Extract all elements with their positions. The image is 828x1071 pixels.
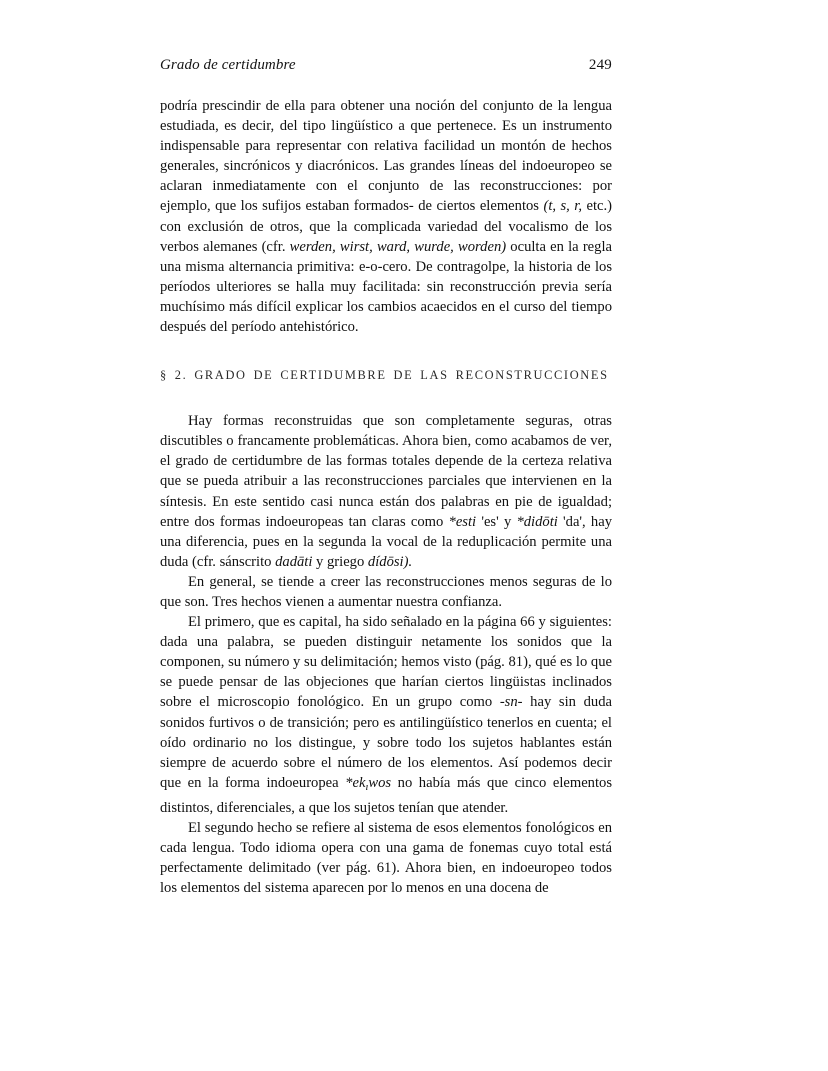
paragraph-text: hay sin duda sonidos furtivos o de transición; pero es antilingüístico tenerlos en cuenta; el oído ordinario no los distingue, y sobre todo los sujetos hablantes están siempre de acuerdo sobre el número de los elementos. Así podemos decir que en la forma indoeuropea	[160, 694, 612, 791]
italic-form-didoti: *didōti	[516, 513, 558, 530]
paragraph-text: podría prescindir de ella para obtener una noción del conjunto de la lengua estudiada, es decir, del tipo lingüístico a que pertenece. Es un instrumento indispensable para representar con relativa facilidad un montón de hechos generales, sincrónicos y diacrónicos. Las grandes líneas del indoeuropeo se aclaran inmediatamente con el conjunto de las reconstrucciones: por ejemplo, que los sufijos estaban formados- de ciertos elementos	[160, 98, 612, 215]
paragraph-text: oculta en la regla una misma alternancia primitiva: e-o-cero. De contragolpe, la historia de los períodos ulteriores se halla muy facilitada: sin reconstrucción previa sería muchísimo más difícil explicar los cambios acaecidos en el curso del tiempo después del período antehistórico.	[160, 238, 612, 336]
paragraph-text: 'da', hay una diferencia, pues en la segunda la vocal de la reduplicación permite una duda (cfr. sánscrito	[160, 513, 612, 570]
italic-form-esti: *esti	[448, 513, 477, 530]
italic-form-ekwos-stem: *ek	[345, 774, 366, 791]
body-text	[160, 96, 612, 898]
paragraph-text: El segundo hecho se refiere al sistema de esos elementos fonológicos en cada lengua. Todo idioma opera con una gama de fonemas cuyo total está perfectamente delimitado (ver pág. 61). Ahora bien, en indoeuropeo todos los elementos del sistema aparecen por lo menos en una docena de	[160, 819, 612, 897]
page-number: 249	[588, 57, 612, 73]
italic-form-ekwos	[345, 775, 391, 791]
paragraph-text: En general, se tiende a creer las reconstrucciones menos seguras de lo que son. Tres hechos vienen a aumentar nuestra confianza.	[160, 573, 612, 610]
paragraph-text: Hay formas reconstruidas que son completamente seguras, otras discutibles o francamente problemáticas. Ahora bien, como acabamos de ver, el grado de certidumbre de las formas totales depende de la certeza relativa que se pueda atribuir a las reconstrucciones parciales que intervienen en la síntesis. En este sentido casi nunca están dos palabras en pie de igualdad; entre dos formas indoeuropeas tan claras como	[160, 413, 612, 530]
text-column	[160, 0, 612, 898]
section-heading: § 2. GRADO DE CERTIDUMBRE DE LAS RECONSTRUCCIONES	[160, 368, 609, 383]
running-head	[160, 57, 612, 85]
paragraph-text: etc.) con exclusión de otros, que la complicada variedad del vocalismo de los verbos alemanes (cfr.	[160, 198, 612, 255]
paragraph	[160, 818, 612, 898]
subscript-diacritic: ı	[365, 781, 369, 793]
italic-german-verbs: werden, wirst, ward, wurde, worden)	[289, 238, 507, 255]
paragraph-text: no había más que cinco elementos distintos, diferenciales, a que los sujetos tenían que atender.	[160, 774, 613, 816]
italic-phonemes-tsr: (t, s, r,	[543, 198, 583, 215]
running-head-title: Grado de certidumbre	[160, 57, 296, 73]
paragraph	[160, 572, 612, 612]
paragraph	[160, 411, 612, 572]
paragraph-text: 'es' y	[476, 513, 517, 530]
paragraph	[160, 612, 612, 818]
paragraph-text: El primero, que es capital, ha sido señalado en la página 66 y siguientes: dada una palabra, se pueden distinguir netamente los sonidos que la componen, su número y su delimitación; hemos visto (pág. 81), qué es lo que se puede pensar de las objeciones que harían ciertos lingüistas inclinados sobre el microscopio fonológico. En un grupo como	[160, 614, 612, 711]
italic-form-dadati: dadāti	[275, 553, 313, 570]
paragraph-continued	[160, 96, 612, 337]
italic-form-ekwos-ending: wos	[368, 774, 392, 791]
paragraph-text: y griego	[312, 553, 368, 570]
italic-cluster-sn: -sn-	[499, 694, 523, 711]
italic-form-didosi: dídōsi).	[367, 553, 413, 570]
